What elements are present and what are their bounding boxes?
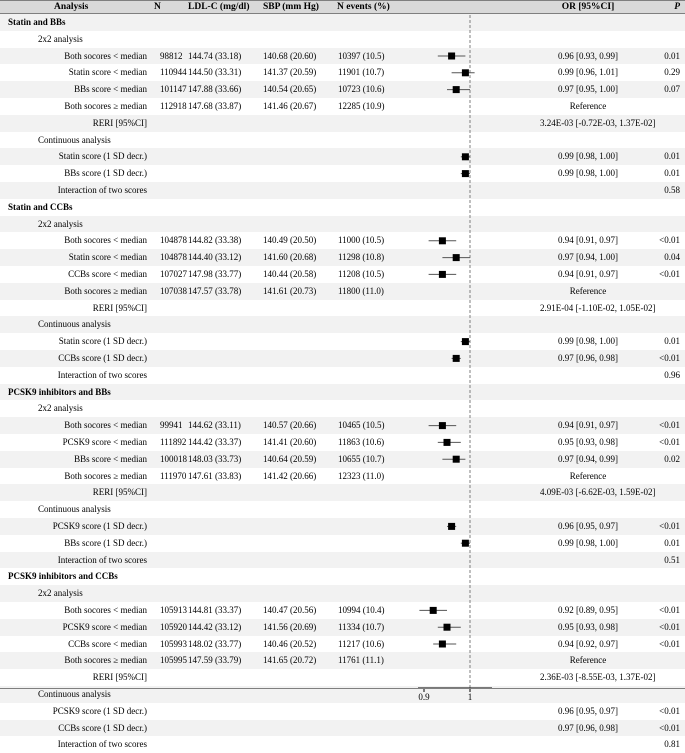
- cell-ldl: 144.81 (33.37): [188, 605, 242, 615]
- cell-n: 100018: [160, 453, 187, 464]
- cell-p: 0.02: [664, 453, 680, 464]
- cell-p: <0.01: [659, 621, 680, 632]
- cell-events: 11863 (10.6): [338, 437, 385, 447]
- cell-or: 0.95 [0.93, 0.98]: [558, 621, 618, 632]
- cell-sbp: 141.60 (20.68): [263, 252, 317, 263]
- cell-sbp: 140.49 (20.50): [263, 235, 317, 246]
- cell-or: 0.94 [0.91, 0.97]: [558, 235, 618, 246]
- cell-ldl: 148.02 (33.77): [188, 638, 242, 649]
- cell-events: 10655 (10.7): [338, 453, 385, 464]
- row-label: RERI [95%CI]: [92, 302, 147, 313]
- cell-n: 105920: [160, 621, 187, 632]
- or-marker: [448, 523, 455, 530]
- row-label: RERI [95%CI]: [92, 487, 147, 498]
- row-label: Both socores ≥ median: [64, 285, 147, 296]
- cell-n: 110944: [160, 67, 187, 78]
- row-label: Both socores < median: [64, 420, 147, 431]
- cell-ldl: 144.42 (33.12): [188, 621, 242, 632]
- header-n: N: [154, 2, 161, 12]
- cell-or: 3.24E-03 [-0.72E-03, 1.37E-02]: [540, 117, 656, 128]
- cell-sbp: 140.68 (20.60): [263, 50, 317, 61]
- row-label: PCSK9 inhibitors and CCBs: [8, 571, 118, 582]
- row-label: Continuous analysis: [38, 504, 111, 515]
- cell-n: 111970: [160, 470, 187, 481]
- cell-p: 0.58: [664, 185, 680, 195]
- cell-events: 11208 (10.5): [338, 269, 385, 279]
- cell-or: 0.97 [0.95, 1.00]: [558, 84, 618, 95]
- cell-events: 12285 (10.9): [338, 101, 385, 111]
- cell-n: 105993: [160, 638, 187, 649]
- row-label: PCSK9 score (1 SD decr.): [52, 705, 147, 716]
- x-tick-label: 1: [467, 692, 473, 702]
- or-marker: [448, 53, 455, 60]
- cell-p: 0.01: [664, 151, 680, 162]
- or-marker: [462, 170, 469, 177]
- cell-p: <0.01: [659, 235, 680, 246]
- cell-ldl: 144.82 (33.38): [188, 235, 242, 246]
- cell-or: 0.97 [0.96, 0.98]: [558, 722, 618, 733]
- cell-p: 0.81: [664, 739, 680, 750]
- row-label: Both socores < median: [64, 50, 147, 61]
- cell-ldl: 148.03 (33.73): [188, 453, 242, 464]
- row-label: Statin score (1 SD decr.): [58, 336, 147, 347]
- or-marker: [462, 153, 469, 160]
- row-label: CCBs score (1 SD decr.): [58, 353, 147, 363]
- row-label: 2x2 analysis: [38, 588, 83, 599]
- row-label: Statin and CCBs: [8, 201, 73, 212]
- cell-ldl: 144.62 (33.11): [188, 420, 241, 431]
- cell-p: 0.29: [664, 67, 680, 78]
- or-marker: [453, 456, 460, 463]
- header-analysis: Analysis: [54, 2, 89, 12]
- cell-n: 104878: [160, 252, 187, 263]
- or-marker: [453, 86, 460, 93]
- header-sbp: SBP (mm Hg): [263, 2, 319, 12]
- or-marker: [462, 338, 469, 345]
- cell-ldl: 147.61 (33.83): [188, 470, 242, 481]
- row-label: CCBs score (1 SD decr.): [58, 722, 147, 733]
- cell-n: 101147: [160, 84, 187, 95]
- or-marker: [453, 254, 460, 261]
- cell-n: 104878: [160, 235, 187, 246]
- cell-or: 0.99 [0.98, 1.00]: [558, 336, 618, 347]
- row-label: PCSK9 inhibitors and BBs: [8, 386, 111, 397]
- cell-n: 107027: [160, 269, 187, 279]
- table-row: [0, 703, 685, 720]
- cell-ldl: 147.88 (33.66): [188, 84, 242, 95]
- cell-sbp: 141.65 (20.72): [263, 655, 317, 666]
- cell-or: 0.99 [0.96, 1.01]: [558, 67, 618, 78]
- cell-ldl: 147.59 (33.79): [188, 655, 242, 666]
- cell-sbp: 141.56 (20.69): [263, 621, 317, 632]
- row-label: BBs score (1 SD decr.): [64, 168, 147, 179]
- cell-p: <0.01: [659, 638, 680, 649]
- or-marker: [439, 237, 446, 244]
- or-marker: [462, 540, 469, 547]
- cell-sbp: 141.61 (20.73): [263, 285, 317, 296]
- cell-or: 0.99 [0.98, 1.00]: [558, 151, 618, 162]
- cell-or: Reference: [569, 470, 607, 481]
- or-marker: [453, 355, 460, 362]
- cell-events: 11761 (11.1): [338, 655, 384, 666]
- cell-p: 0.07: [664, 84, 680, 95]
- cell-or: Reference: [569, 101, 607, 111]
- cell-p: <0.01: [659, 605, 680, 615]
- row-label: Interaction of two scores: [57, 554, 147, 565]
- cell-or: 0.97 [0.94, 0.99]: [558, 453, 618, 464]
- cell-n: 111892: [160, 437, 187, 447]
- row-label: CCBs score < median: [68, 638, 147, 649]
- cell-or: 0.96 [0.95, 0.97]: [558, 521, 618, 531]
- cell-or: 4.09E-03 [-6.62E-03, 1.59E-02]: [540, 487, 656, 498]
- cell-or: 0.95 [0.93, 0.98]: [558, 437, 618, 447]
- row-label: Both socores < median: [64, 235, 147, 246]
- cell-events: 10994 (10.4): [338, 605, 385, 615]
- cell-events: 11334 (10.7): [338, 621, 385, 632]
- x-tick-label: 0.9: [418, 692, 430, 702]
- cell-or: 0.92 [0.89, 0.95]: [558, 605, 618, 615]
- row-label: Interaction of two scores: [57, 369, 147, 380]
- cell-events: 11000 (10.5): [338, 235, 385, 246]
- cell-or: 0.97 [0.94, 1.00]: [558, 252, 618, 263]
- cell-or: 0.99 [0.98, 1.00]: [558, 537, 618, 548]
- or-marker: [430, 607, 437, 614]
- table-row: [0, 736, 685, 753]
- cell-p: 0.01: [664, 50, 680, 61]
- cell-n: 107038: [160, 285, 187, 296]
- cell-p: 0.01: [664, 336, 680, 347]
- cell-or: 0.97 [0.96, 0.98]: [558, 353, 618, 363]
- row-label: BBs score < median: [74, 84, 147, 95]
- cell-or: 0.94 [0.91, 0.97]: [558, 420, 618, 431]
- cell-p: 0.01: [664, 537, 680, 548]
- row-label: Interaction of two scores: [57, 739, 147, 750]
- header-events: N events (%): [337, 2, 390, 12]
- or-marker: [439, 422, 446, 429]
- cell-sbp: 140.44 (20.58): [263, 269, 317, 279]
- cell-ldl: 144.50 (33.31): [188, 67, 242, 78]
- cell-sbp: 141.46 (20.67): [263, 101, 317, 111]
- row-label: 2x2 analysis: [38, 33, 83, 44]
- cell-n: 105995: [160, 655, 187, 666]
- cell-sbp: 141.37 (20.59): [263, 67, 317, 78]
- cell-ldl: 147.98 (33.77): [188, 269, 242, 279]
- cell-ldl: 147.68 (33.87): [188, 101, 242, 111]
- row-label: Continuous analysis: [38, 319, 111, 330]
- row-label: PCSK9 score < median: [62, 621, 147, 632]
- or-marker: [439, 271, 446, 278]
- row-label: 2x2 analysis: [38, 218, 83, 229]
- row-label: Statin and BBs: [8, 17, 66, 27]
- cell-or: Reference: [569, 285, 607, 296]
- cell-n: 112918: [160, 101, 187, 111]
- cell-ldl: 144.40 (33.12): [188, 252, 242, 263]
- cell-sbp: 140.54 (20.65): [263, 84, 317, 95]
- cell-events: 10723 (10.6): [338, 84, 385, 95]
- header-or: OR [95%CI]: [561, 2, 615, 12]
- cell-p: 0.01: [664, 168, 680, 179]
- row-label: RERI [95%CI]: [92, 672, 147, 683]
- row-label: Continuous analysis: [38, 689, 111, 699]
- row-label: Continuous analysis: [38, 134, 111, 145]
- row-label: BBs score (1 SD decr.): [64, 537, 147, 548]
- or-marker: [444, 439, 451, 446]
- bottom-rule: [0, 688, 685, 689]
- cell-ldl: 144.74 (33.18): [188, 50, 242, 61]
- cell-p: 0.04: [664, 252, 680, 263]
- row-label: RERI [95%CI]: [92, 117, 147, 128]
- cell-n: 105913: [160, 605, 187, 615]
- cell-sbp: 141.41 (20.60): [263, 437, 317, 447]
- cell-p: <0.01: [659, 353, 680, 363]
- cell-sbp: 141.42 (20.66): [263, 470, 317, 481]
- cell-p: 0.51: [664, 554, 680, 565]
- cell-or: 2.91E-04 [-1.10E-02, 1.05E-02]: [540, 302, 656, 313]
- cell-events: 11800 (11.0): [338, 285, 384, 296]
- cell-or: 2.36E-03 [-8.55E-03, 1.37E-02]: [540, 672, 656, 683]
- cell-sbp: 140.57 (20.66): [263, 420, 317, 431]
- cell-p: <0.01: [659, 521, 680, 531]
- cell-ldl: 144.42 (33.37): [188, 437, 242, 447]
- row-label: Statin score < median: [68, 67, 147, 78]
- cell-events: 11217 (10.6): [338, 638, 385, 649]
- or-marker: [439, 641, 446, 648]
- cell-events: 11298 (10.8): [338, 252, 385, 263]
- row-label: Interaction of two scores: [57, 185, 147, 195]
- cell-p: <0.01: [659, 420, 680, 431]
- cell-events: 12323 (11.0): [338, 470, 385, 481]
- cell-ldl: 147.57 (33.78): [188, 285, 242, 296]
- row-label: PCSK9 score (1 SD decr.): [52, 521, 147, 531]
- row-label: Both socores ≥ median: [64, 101, 147, 111]
- cell-or: 0.99 [0.98, 1.00]: [558, 168, 618, 179]
- cell-p: 0.96: [664, 369, 680, 380]
- row-label: 2x2 analysis: [38, 403, 83, 414]
- header-ldl: LDL-C (mg/dl): [188, 2, 250, 12]
- row-label: Statin score (1 SD decr.): [58, 151, 147, 162]
- row-label: CCBs score < median: [68, 269, 147, 279]
- cell-events: 11901 (10.7): [338, 67, 385, 78]
- cell-p: <0.01: [659, 437, 680, 447]
- cell-or: 0.96 [0.93, 0.99]: [558, 50, 618, 61]
- row-label: BBs score < median: [74, 453, 147, 464]
- or-marker: [444, 624, 451, 631]
- cell-p: <0.01: [659, 705, 680, 716]
- row-label: Both socores ≥ median: [64, 470, 147, 481]
- cell-or: 0.94 [0.91, 0.97]: [558, 269, 618, 279]
- cell-events: 10465 (10.5): [338, 420, 385, 431]
- header-p: P: [674, 2, 680, 12]
- cell-sbp: 140.47 (20.56): [263, 605, 317, 615]
- cell-p: <0.01: [659, 269, 680, 279]
- cell-n: 98812: [160, 50, 183, 61]
- row-label: Both socores < median: [64, 605, 147, 615]
- cell-events: 10397 (10.5): [338, 50, 385, 61]
- cell-or: 0.94 [0.92, 0.97]: [558, 638, 618, 649]
- cell-or: 0.96 [0.95, 0.97]: [558, 705, 618, 716]
- cell-sbp: 140.64 (20.59): [263, 453, 317, 464]
- or-marker: [462, 69, 469, 76]
- cell-p: <0.01: [659, 722, 680, 733]
- table-row: [0, 720, 685, 737]
- cell-sbp: 140.46 (20.52): [263, 638, 317, 649]
- row-label: PCSK9 score < median: [62, 437, 147, 447]
- cell-or: Reference: [569, 655, 607, 666]
- cell-n: 99941: [160, 420, 183, 431]
- row-label: Both socores ≥ median: [64, 655, 147, 666]
- row-label: Statin score < median: [68, 252, 147, 263]
